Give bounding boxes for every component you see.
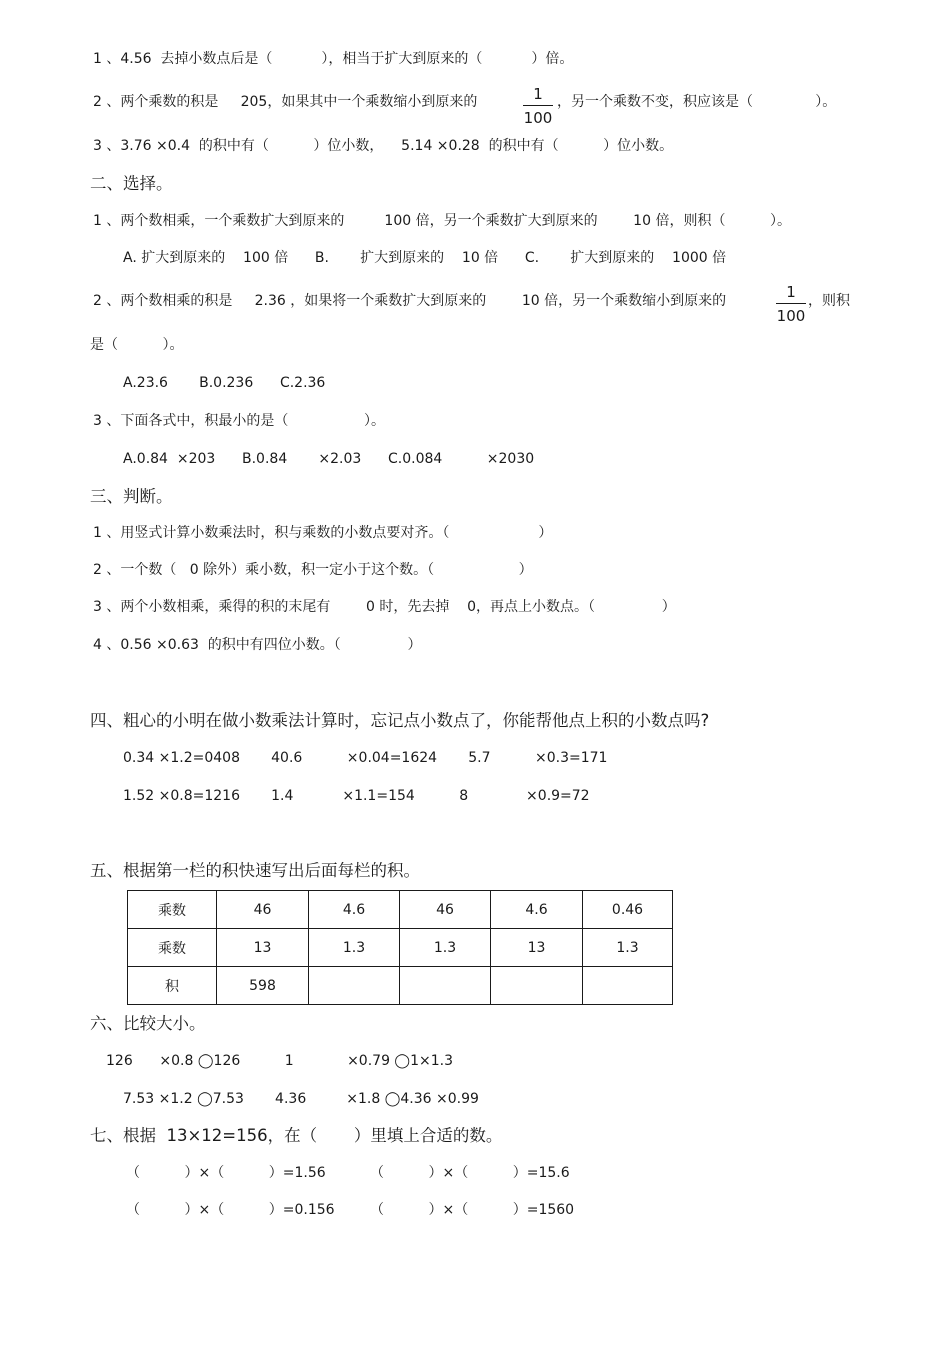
q-text: 两个数相乘，一个乘数扩大到原来的 100 倍，另一个乘数扩大到原来的 10 倍，则积（ ）。 xyxy=(120,213,791,229)
fraction-bar xyxy=(776,303,806,304)
table-cell: 1.3 xyxy=(400,929,491,967)
section-heading-3: 三、判断。 xyxy=(90,487,173,506)
table-cell: 46 xyxy=(217,891,309,929)
table-cell: 13 xyxy=(491,929,583,967)
q-num: 3 、 xyxy=(93,138,121,154)
table-cell xyxy=(491,967,583,1005)
p1-q2-cont: ，另一个乘数不变，积应该是（ ）。 xyxy=(557,94,837,110)
section-heading-7: 七、根据 13×12=156，在（ ）里填上合适的数。 xyxy=(90,1126,503,1145)
p1-q3 xyxy=(93,137,673,155)
table-cell: 积 xyxy=(128,967,217,1005)
q-text: 下面各式中，积最小的是（ ）。 xyxy=(120,413,386,429)
p6-row1: 126 ×0.8 ◯126 1 ×0.79 ◯1×1.3 xyxy=(106,1053,453,1069)
p4-row1: 0.34 ×1.2=0408 40.6 ×0.04=1624 5.7 ×0.3=171 xyxy=(123,750,608,766)
p2-q3-options: A.0.84 ×203 B.0.84 ×2.03 C.0.084 ×2030 xyxy=(123,451,535,467)
fraction-denominator: 100 xyxy=(776,307,806,325)
table-cell: 0.46 xyxy=(583,891,673,929)
p4-row2: 1.52 ×0.8=1216 1.4 ×1.1=154 8 ×0.9=72 xyxy=(123,788,590,804)
fraction-1-100 xyxy=(523,84,553,128)
section-heading-5: 五、根据第一栏的积快速写出后面每栏的积。 xyxy=(90,861,420,880)
table-cell: 13 xyxy=(217,929,309,967)
p2-q2-options: A.23.6 B.0.236 C.2.36 xyxy=(123,375,326,391)
table-cell: 乘数 xyxy=(128,929,217,967)
fraction-bar xyxy=(523,105,553,106)
table-row xyxy=(128,891,673,929)
table-row xyxy=(128,967,673,1005)
q-text: 3.76 ×0.4 的积中有（ ）位小数， 5.14 ×0.28 的积中有（ ）位小数。 xyxy=(120,138,674,154)
table-cell: 1.3 xyxy=(309,929,400,967)
p7-row2-left: （ ）×（ ）=0.156 xyxy=(126,1202,335,1218)
table-cell: 4.6 xyxy=(491,891,583,929)
p2-q2-cont2: 是（ ）。 xyxy=(90,337,184,353)
q-text: 4.56 去掉小数点后是（ ），相当于扩大到原来的（ ）倍。 xyxy=(120,51,574,67)
fraction-denominator: 100 xyxy=(523,109,553,127)
p7-row2-right: （ ）×（ ）=1560 xyxy=(370,1202,575,1218)
p2-q2-cont: ，则积 xyxy=(808,293,850,309)
table-cell: 乘数 xyxy=(128,891,217,929)
q-text-a: 两个数相乘的积是 2.36 ，如果将一个乘数扩大到原来的 10 倍，另一个乘数缩小到原来的 xyxy=(120,293,727,309)
p2-q1-options: A. 扩大到原来的 100 倍 B. 扩大到原来的 10 倍 C. 扩大到原来的 1000 倍 xyxy=(123,250,727,266)
table-cell xyxy=(309,967,400,1005)
q-num: 2 、 xyxy=(93,293,121,309)
p2-q1 xyxy=(93,212,791,230)
section-heading-2: 二、选择。 xyxy=(90,174,173,193)
fraction-1-100 xyxy=(776,282,806,326)
table-cell: 46 xyxy=(400,891,491,929)
p3-q2: 2 、一个数（ 0 除外）乘小数，积一定小于这个数。（ ） xyxy=(93,562,533,578)
table-cell xyxy=(400,967,491,1005)
table-cell: 598 xyxy=(217,967,309,1005)
table-cell: 4.6 xyxy=(309,891,400,929)
p3-q1: 1 、用竖式计算小数乘法时，积与乘数的小数点要对齐。（ ） xyxy=(93,525,553,541)
fraction-numerator: 1 xyxy=(786,283,796,301)
table-cell: 1.3 xyxy=(583,929,673,967)
p3-q3: 3 、两个小数相乘，乘得的积的末尾有 0 时，先去掉 0，再点上小数点。（ ） xyxy=(93,599,676,615)
section-heading-4: 四、粗心的小明在做小数乘法计算时，忘记点小数点了，你能帮他点上积的小数点吗? xyxy=(90,711,710,730)
table-cell xyxy=(583,967,673,1005)
p7-row1-left: （ ）×（ ）=1.56 xyxy=(126,1165,326,1181)
q-num: 1 、 xyxy=(93,51,121,67)
fraction-numerator: 1 xyxy=(533,85,543,103)
p7-row1-right: （ ）×（ ）=15.6 xyxy=(370,1165,570,1181)
product-table xyxy=(127,890,673,1005)
q-num: 1 、 xyxy=(93,213,121,229)
p3-q4: 4 、0.56 ×0.63 的积中有四位小数。（ ） xyxy=(93,637,422,653)
q-num: 2 、 xyxy=(93,94,121,110)
p2-q3 xyxy=(93,412,385,430)
p6-row2: 7.53 ×1.2 ◯7.53 4.36 ×1.8 ◯4.36 ×0.99 xyxy=(123,1091,479,1107)
p1-q2 xyxy=(93,93,477,111)
q-num: 3 、 xyxy=(93,413,121,429)
p2-q2 xyxy=(93,292,726,310)
q-text-a: 两个乘数的积是 205，如果其中一个乘数缩小到原来的 xyxy=(120,94,478,110)
table-row xyxy=(128,929,673,967)
p1-q1 xyxy=(93,50,573,68)
section-heading-6: 六、比较大小。 xyxy=(90,1014,206,1033)
